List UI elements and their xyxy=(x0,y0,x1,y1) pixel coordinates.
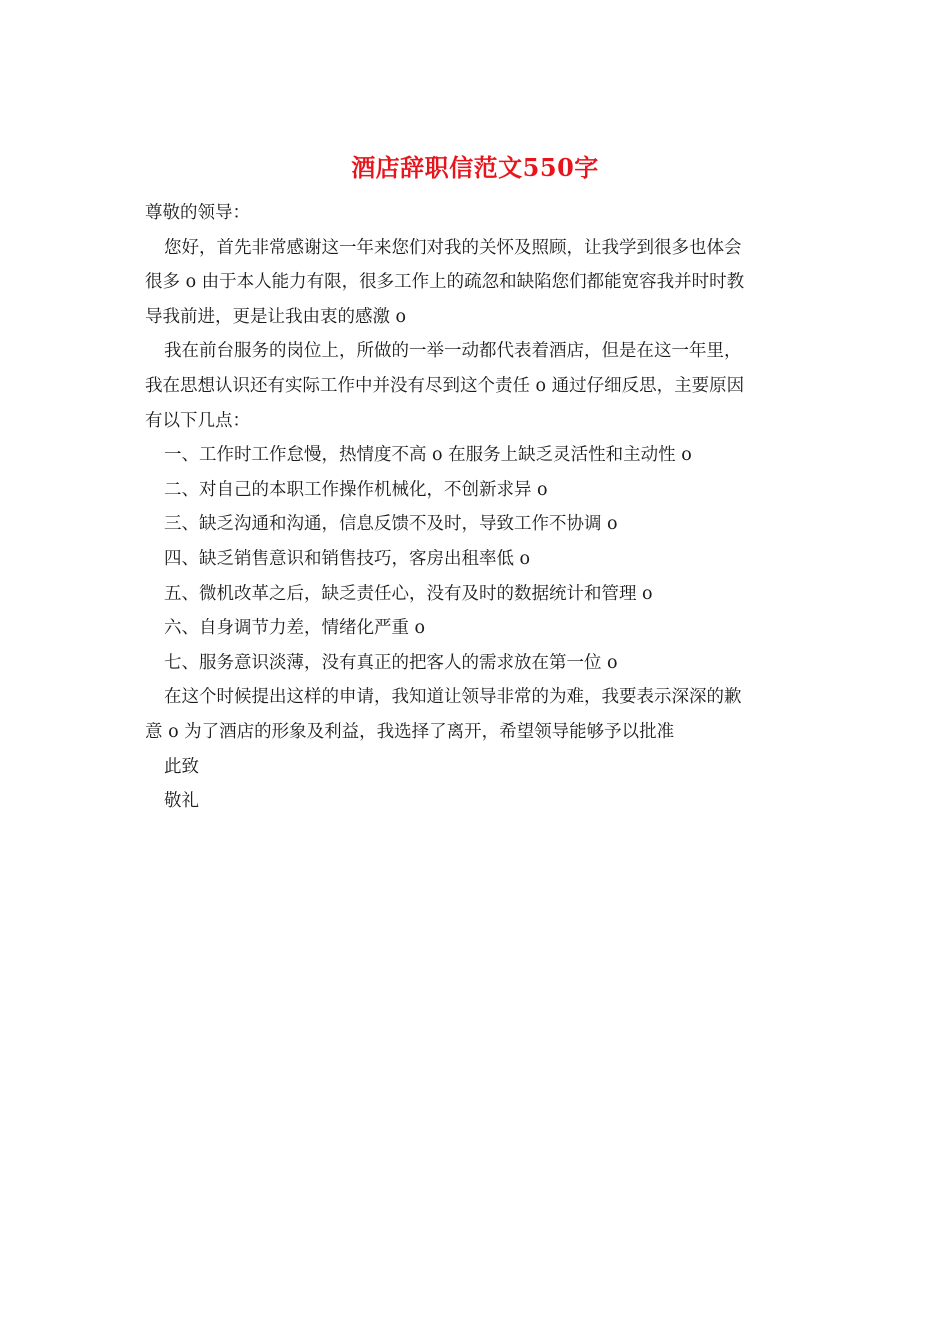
list-item: 二、对自己的本职工作操作机械化，不创新求异 o xyxy=(164,479,548,500)
paragraph-request xyxy=(145,680,805,749)
paragraph-line: 我在思想认识还有实际工作中并没有尽到这个责任 o 通过仔细反思，主要原因 xyxy=(145,375,745,396)
reason-list xyxy=(145,438,805,680)
document-title: 酒店辞职信范文550字 xyxy=(351,153,599,182)
letter-body xyxy=(145,196,805,819)
paragraph-gratitude xyxy=(145,231,805,335)
paragraph-line: 我在前台服务的岗位上，所做的一举一动都代表着酒店，但是在这一年里， xyxy=(164,341,742,362)
paragraph-line: 您好，首先非常感谢这一年来您们对我的关怀及照顾，让我学到很多也体会 xyxy=(164,237,742,258)
list-item: 三、缺乏沟通和沟通，信息反馈不及时，导致工作不协调 o xyxy=(164,514,618,535)
closing-line: 此致 xyxy=(164,756,199,777)
list-item: 六、自身调节力差，情绪化严重 o xyxy=(164,618,426,639)
closing-line: 敬礼 xyxy=(164,791,199,812)
list-item: 一、工作时工作怠慢，热情度不高 o 在服务上缺乏灵活性和主动性 o xyxy=(164,445,692,466)
list-item: 七、服务意识淡薄，没有真正的把客人的需求放在第一位 o xyxy=(164,652,618,673)
paragraph-line: 导我前进，更是让我由衷的感激 o xyxy=(145,306,407,327)
paragraph-line: 很多 o 由于本人能力有限，很多工作上的疏忽和缺陷您们都能宽容我并时时教 xyxy=(145,272,745,293)
list-item: 五、微机改革之后，缺乏责任心，没有及时的数据统计和管理 o xyxy=(164,583,653,604)
list-item: 四、缺乏销售意识和销售技巧，客房出租率低 o xyxy=(164,548,531,569)
salutation: 尊敬的领导： xyxy=(145,203,250,223)
paragraph-line: 有以下几点： xyxy=(145,410,250,431)
paragraph-reflection xyxy=(145,334,805,438)
paragraph-line: 意 o 为了酒店的形象及利益，我选择了离开，希望领导能够予以批准 xyxy=(145,721,675,742)
paragraph-line: 在这个时候提出这样的申请，我知道让领导非常的为难，我要表示深深的歉 xyxy=(164,687,742,708)
